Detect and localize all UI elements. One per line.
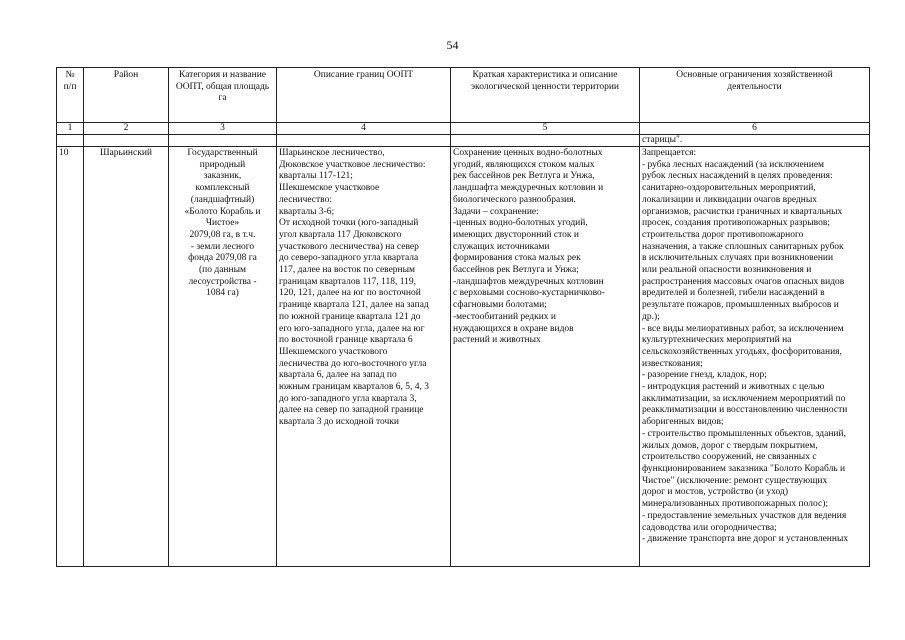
row-category: Государственный природный заказник, комплексный (ландшафтный) «Болото Корабль и Чистое» 2079,08 га, в т.ч. - земли лесного фонда 2079,08 га (по данным лесоустройства - 1084 га) [169, 147, 277, 567]
continuation-row [57, 135, 870, 147]
page-number: 54 [446, 38, 459, 52]
row-district: Шарьинский [84, 147, 169, 567]
header-characteristics: Краткая характеристика и описание экологической ценности территории [451, 68, 640, 123]
header-row [57, 68, 870, 123]
empty-cell [451, 135, 640, 147]
table-row [57, 147, 870, 567]
header-restrictions: Основные ограничения хозяйственной деятельности [640, 68, 870, 123]
column-numbers-row [57, 123, 870, 135]
column-number: 1 [57, 123, 84, 135]
row-characteristics: Сохранение ценных водно-болотных угодий, являющихся стоком малых рек бассейнов рек Ветлуга и Унжа, ландшафта междуречных котловин и биологического разнообразия. Задачи – сохранение: -ценных водно-болотных угодий, имеющих двусторонний сток и служащих источниками формирования стока малых рек бассейнов рек Ветлуга и Унжа; -ландшафтов междуречных котловин с верховыми сосново-кустарничково- сфагновыми болотами; -местообитаний редких и нуждающихся в охране видов растений и животных [451, 147, 640, 567]
empty-cell [169, 135, 277, 147]
header-boundaries: Описание границ ООПТ [277, 68, 451, 123]
header-number: № п/п [57, 68, 84, 123]
header-district: Район [84, 68, 169, 123]
empty-cell [277, 135, 451, 147]
row-restrictions: Запрещается: - рубка лесных насаждений (за исключением рубок лесных насаждений в целях проведения: санитарно-оздоровительных мероприятий, локализации и ликвидации очагов вредных организмов, расчистки граничных и квартальных просек, создания противопожарных разрывов; строительства дорог противопожарного назначения, а также сплошных санитарных рубок в исключительных случаях при возникновении или реальной опасности возникновения и распространения массовых очагов опасных видов вредителей и болезней, гибели насаждений в результате пожаров, промышленных выбросов и др.); - все виды мелиоративных работ, за исключением культуртехнических мероприятий на сельскохозяйственных угодьях, фосфоритования, известкования; - разорение гнезд, кладок, нор; - интродукция растений и животных с целью акклиматизации, за исключением мероприятий по реакклиматизации и восстановлению численности аборигенных видов; - строительство промышленных объектов, зданий, жилых домов, дорог с твердым покрытием, строительство сооружений, не связанных с функционированием заказника "Болото Корабль и Чистое" (исключение: ремонт существующих дорог и мостов, устройство (и уход) минерализованных противопожарных полос); - предоставление земельных участков для ведения садоводства или огородничества; - движение транспорта вне дорог и установленных [640, 147, 870, 567]
empty-cell [57, 135, 84, 147]
column-number: 4 [277, 123, 451, 135]
protected-areas-table [56, 67, 870, 567]
continuation-text: старицы". [640, 135, 870, 147]
header-category: Категория и название ООПТ, общая площадь га [169, 68, 277, 123]
row-number: 10 [57, 147, 84, 567]
column-number: 5 [451, 123, 640, 135]
row-boundaries: Шарьинское лесничество, Дюковское участковое лесничество: кварталы 117-121; Шекшемское участковое лесничество: кварталы 3-6; От исходной точки (юго-западный угол квартала 117 Дюковского участкового лесничества) на север до северо-западного угла квартала 117, далее на восток по северным границам кварталов 117, 118, 119, 120, 121, далее на юг по восточной границе квартала 121, далее на запад по южной границе квартала 121 до его юго-западного угла, далее на юг по восточной границе квартала 6 Шекшемского участкового лесничества до юго-восточного угла квартала 6, далее на запад по южным границам кварталов 6, 5, 4, 3 до юго-западного угла квартала 3, далее на север по западной границе квартала 3 до исходной точки [277, 147, 451, 567]
empty-cell [84, 135, 169, 147]
column-number: 2 [84, 123, 169, 135]
column-number: 3 [169, 123, 277, 135]
column-number: 6 [640, 123, 870, 135]
